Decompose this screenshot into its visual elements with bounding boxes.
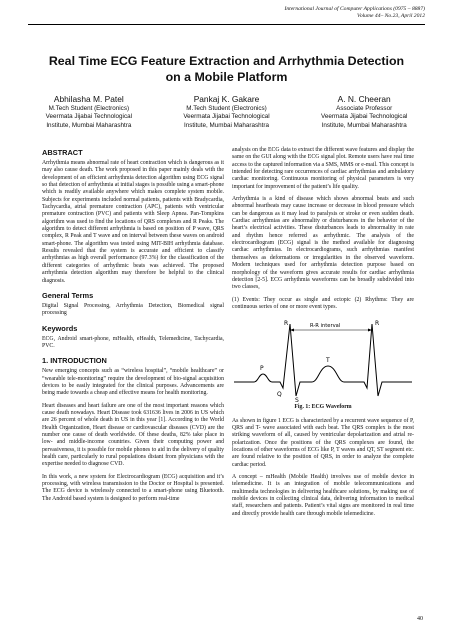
left-column (42, 148, 224, 508)
body-paragraph: (1) Events: They occur as single and ectopic (2) Rhythms: They are continuous series of one or more event types. (232, 296, 414, 310)
author-affiliation: Institute, Mumbai Maharashtra (46, 121, 132, 129)
body-paragraph: As shown in figure 1 ECG is characterized by a recurrent wave sequence of P, QRS and T- wave associated with each beat. The QRS complex is the most striking waveform of all, caused by ventricular depolarization and atrial re-polarization. Once the positions of the QRS complexes are found, the locations of other waveforms of ECG like P, T waves and QT, ST segment etc. are found relative to the position of QRS, in order to analyze the complete cardiac period. (232, 417, 414, 468)
journal-header (284, 6, 425, 20)
q-wave-label: Q (277, 391, 282, 399)
s-wave-label: S (295, 397, 299, 403)
general-terms-heading: General Terms (42, 290, 94, 300)
author-name: Pankaj K. Gakare (193, 94, 260, 104)
general-terms-text: Digital Signal Processing, Arrhythmia Detection, Biomedical signal processing (42, 302, 224, 317)
author-1 (20, 94, 158, 130)
author-affiliation: Institute, Mumbai Maharashtra (183, 121, 270, 129)
author-block (20, 94, 433, 130)
author-affiliation: Veermata Jijabai Technological (45, 113, 133, 121)
ecg-waveform-figure (232, 316, 414, 402)
introduction-paragraph: Heart diseases and heart failure are one of the most important reasons which cause death nowadays. Heart Disease took 631636 lives in 2006 in US which are 26 percent of whole death in US in this year [1]. According to the World Health Organization, Heart disease or cardiovascular diseases (CVD) are the number one cause of death worldwide. Of these deaths, 82% take place in low- and middle-income countries. Given their computing power and pervasiveness, it is possible for mobile phones to aid in the delivery of quality health care, particularly to rural populations distant from physicians with the expertise needed to diagnose CVD. (42, 402, 224, 468)
keywords-text: ECG, Android smart-phone, mHealth, eHealth, Telemedicine, Tachycardia, PVC. (42, 335, 224, 349)
author-name: A. N. Cheeran (337, 94, 391, 104)
ecg-trace (234, 324, 412, 399)
body-paragraph: A concept – mHealth (Mobile Health) involves use of mobile device in telemedicine. It is an integration of mobile telecommunications and multimedia technologies in delivering healthcare solutions, by making use of mobile devices in collecting clinical data, delivering information to medical staff, researchers and patients. Patient’s vital signs are monitored in real time and directly provide health care through mobile telemedicine. (232, 473, 414, 517)
body-paragraph: analysis on the ECG data to extract the different wave features and display the same on the GUI along with the ECG signal plot. Remote users have real time access to the captured information via a SMS, MMS or e-mail. This concept is intended for detecting rare occurrences of cardiac arrhythmias and ambulatory cardiac monitoring. Continuous monitoring of physical parameters is very important for improvement of the patient’s life quality. (232, 147, 414, 190)
figure-caption: Fig. 1: ECG Waveform (294, 404, 352, 411)
introduction-paragraph: New emerging concepts such as “wireless hospital”, “mobile healthcare” or “wearable tele-monitoring” require the development of bio-signal acquisition devices to be easily integrated for the clinical purposes. Advancements are being made towards a cheap and effective means for health monitoring. (42, 368, 224, 397)
body-paragraph: Arrhythmia is a kind of disease which shows abnormal beats and such abnormal heartbeats may cause increase or decrease in blood pressure which can be dangerous as it may lead to paralysis or stroke or even sudden death. Cardiac arrhythmias are abnormality or disturbances in the behavior of the heart’s electrical activities. These disturbances leads to abnormality in rate and rhythm hence referred as arrhythmic. The analysis of the electrocardiogram (ECG) signal is the method available for diagnosing cardiac arrhythmias. In electrocardiograms, such arrhythmias manifest themselves as deformations or irregularities in the observed waveform. Modern techniques used for arrhythmia detection purpose based on morphology of the waveform gives accurate results for cardiac arrhythmia detection [2-5]. ECG arrhythmia waveforms can be broadly subdivided into two classes, (232, 196, 414, 291)
author-affiliation: Veermata Jijabai Technological (183, 113, 270, 121)
author-affiliation: M.Tech Student (Electronics) (186, 105, 267, 112)
author-affiliation: M.Tech Student (Electronics) (48, 105, 130, 112)
abstract-heading: ABSTRACT (42, 148, 83, 157)
introduction-paragraph: In this work, a new system for Electrocardiogram (ECG) acquisition and it’s processing, with wireless transmission to the Doctor or Hospital is presented. The ECG device is wirelessly connected to a smart-phone using Bluetooth. The Android based system is designed to perform real-time (42, 473, 224, 502)
author-3 (295, 94, 433, 130)
rr-interval-label: R-R interval (310, 323, 341, 330)
header-rule (28, 24, 425, 25)
author-affiliation: Associate Professor (336, 105, 393, 112)
t-wave-label: T (326, 357, 330, 365)
journal-volume: Volume 44– No.23, April 2012 (357, 13, 425, 19)
paper-title: Real Time ECG Feature Extraction and Arrhythmia Detection on a Mobile Platform (48, 54, 405, 84)
keywords-heading: Keywords (42, 323, 78, 333)
page-number: 40 (417, 616, 423, 622)
author-affiliation: Veermata Jijabai Technological (321, 113, 408, 121)
author-affiliation: Institute, Mumbai Maharashtra (321, 121, 407, 129)
introduction-heading: 1. INTRODUCTION (42, 356, 107, 366)
right-column (232, 147, 414, 523)
p-wave-label: P (260, 365, 264, 373)
abstract-text: Arrhythmia means abnormal rate of heart contraction which is dangerous as it may also cause death. The work proposed in this paper mainly deals with the development of an efficient arrhythmia detection algorithm using ECG signal so that detection of arrhythmia at initial stages is possible using a smart-phone which is readily available anywhere which makes complete system mobile. Subjects for experiments included normal patients, patients with Bradycardia, Tachycardia, atrial premature contraction (APC), patients with ventricular premature contraction (PVC) and patients with Sleep Apnea. Pan-Tompkins algorithm was used to find the locations of QRS complexes and R Peaks. The algorithm to detect different arrhythmia is based on position of P wave, QRS complex, R Peak and T wave and on interval between these waves on android smart-phone. The algorithm was tested using MIT-BIH arrhythmia database. Results revealed that the system is accurate and efficient to classify arrhythmias as high overall performance (97.3%) for the classification of the different categories of arrhythmic beats was achieved. The proposed arrhythmia detection algorithm may therefore be helpful to the clinical diagnosis. (42, 160, 224, 284)
r-peak-label: R (284, 320, 289, 328)
journal-name: International Journal of Computer Applications (0975 – 8887) (284, 6, 425, 12)
r-peak-label: R (375, 320, 380, 328)
author-2 (158, 94, 296, 130)
author-name: Abhilasha M. Patel (53, 94, 124, 104)
